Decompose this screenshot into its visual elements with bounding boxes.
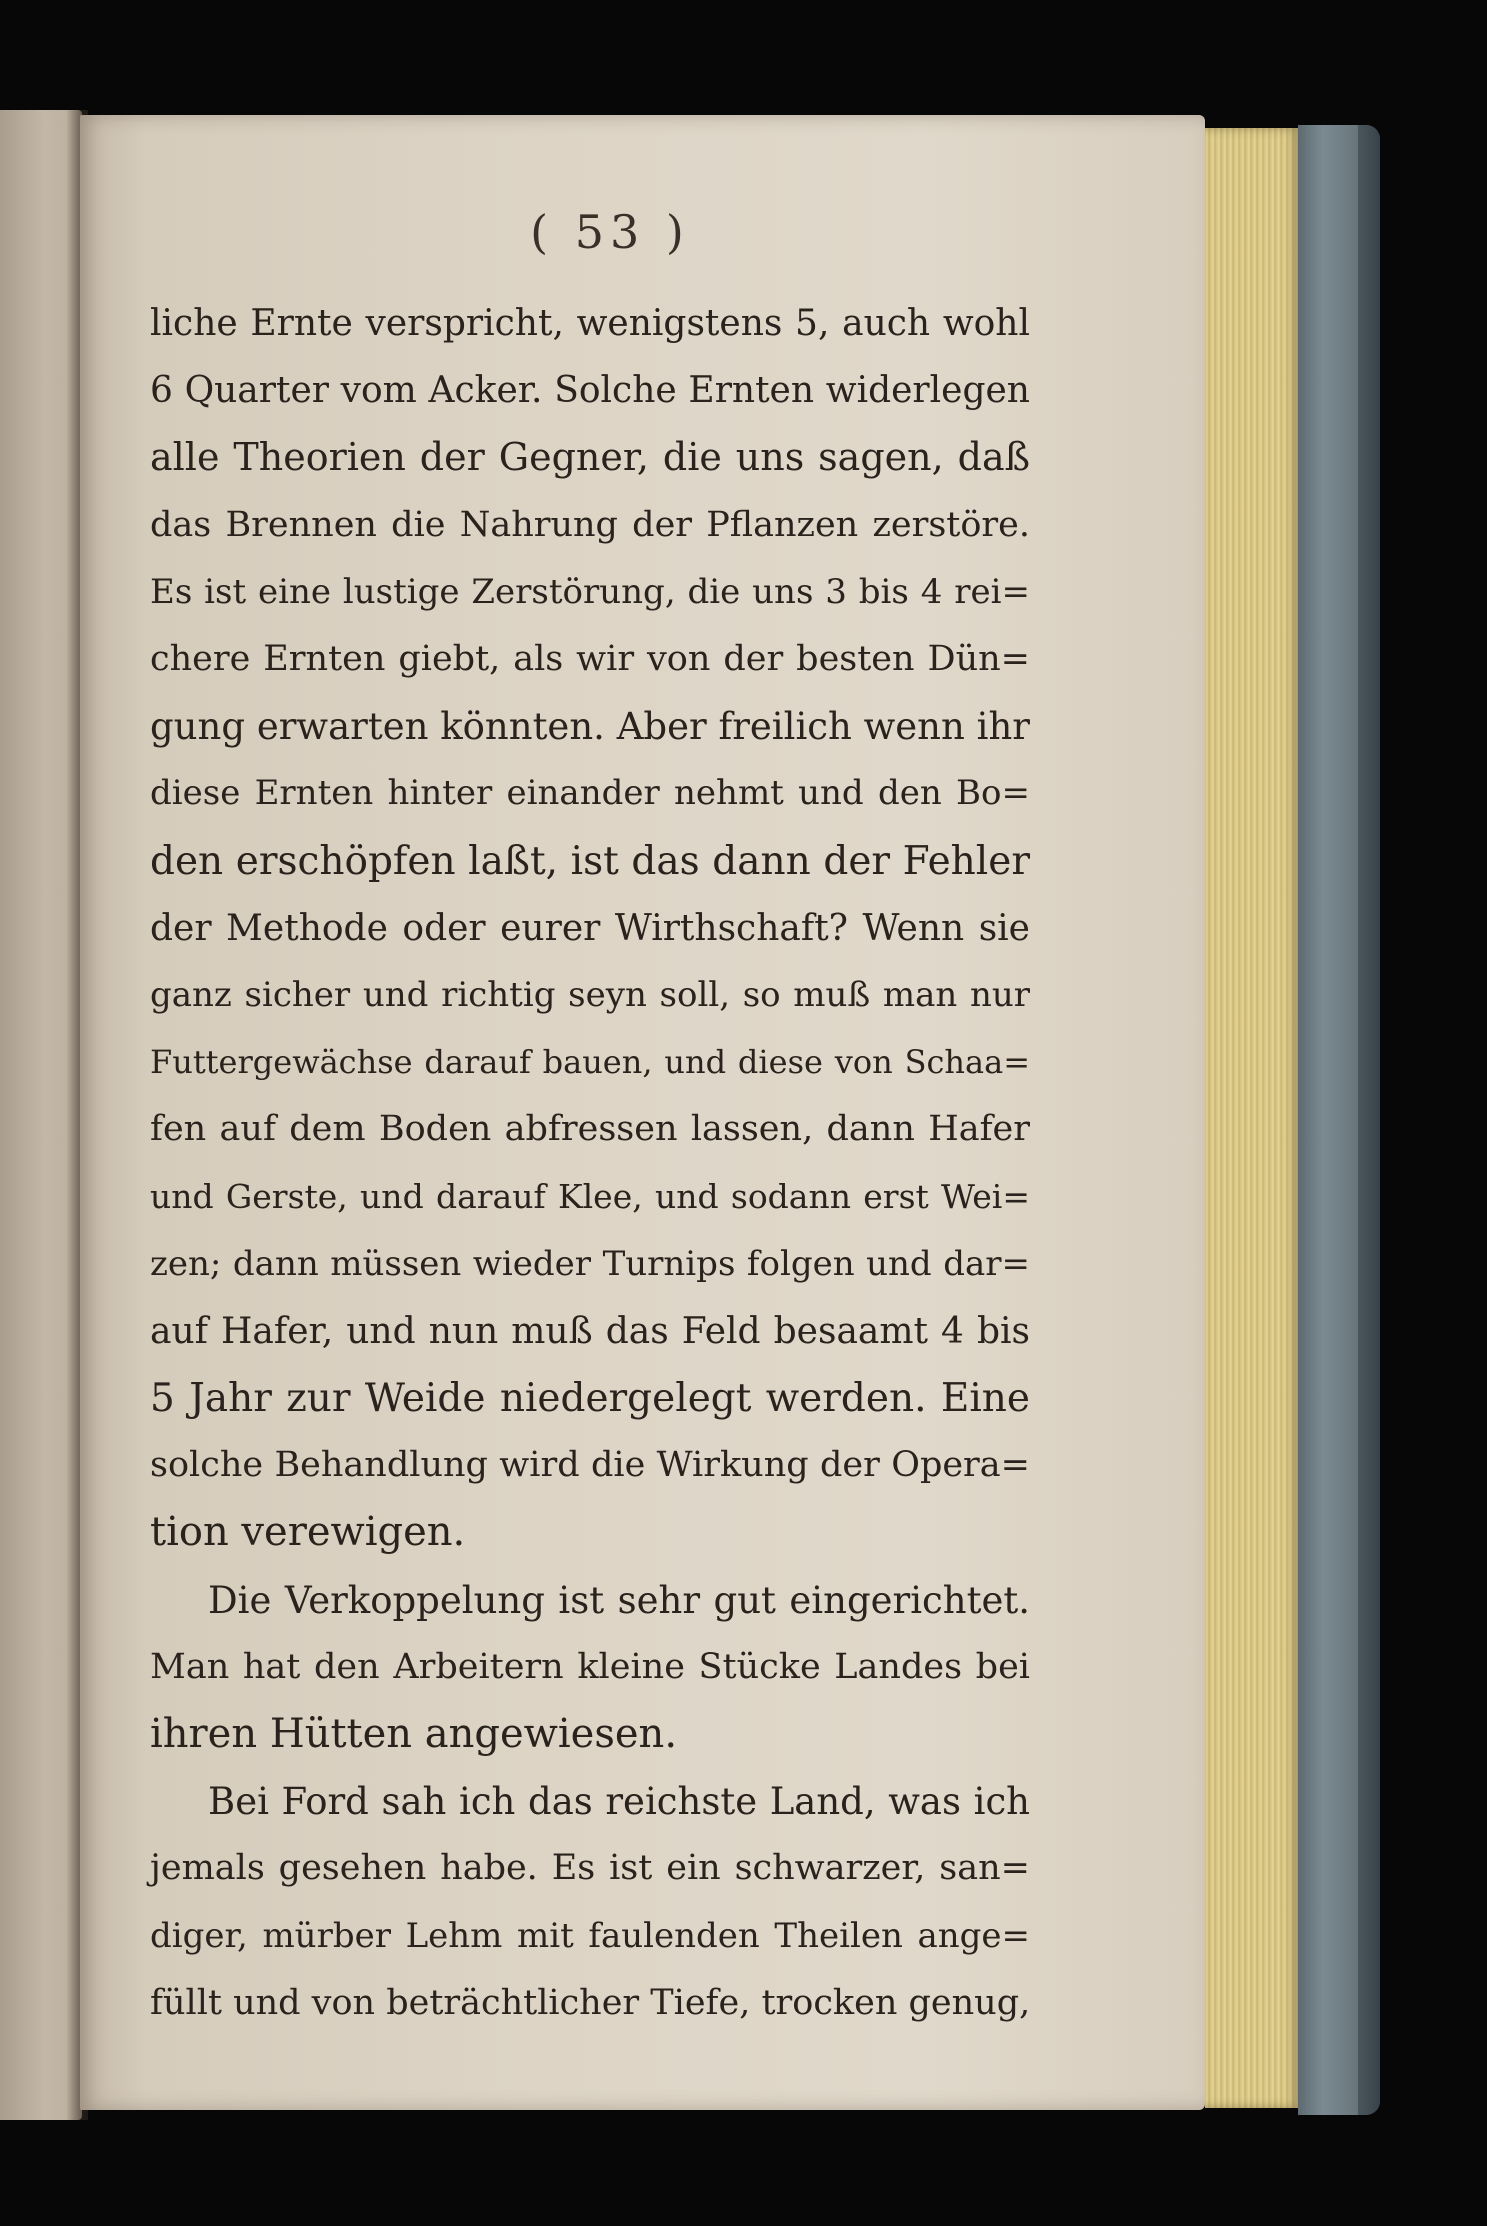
text-line: 5 Jahr zur Weide niedergelegt werden. Eine [150,1376,1030,1421]
text-line: Bei Ford sah ich das reichste Land, was ich [208,1780,1030,1824]
text-line: den erschöpfen laßt, ist das dann der Fehler [150,838,1030,884]
text-line: chere Ernten giebt, als wir von der besten Dün= [150,638,1030,679]
text-line: und Gerste, und darauf Klee, und sodann erst Wei= [150,1177,1030,1217]
page-block-edge [1205,128,1300,2108]
text-line: das Brennen die Nahrung der Pflanzen zerstöre. [150,504,1030,545]
text-line: alle Theorien der Gegner, die uns sagen, daß [150,435,1030,480]
text-line: liche Ernte verspricht, wenigstens 5, auch wohl [150,303,1030,344]
text-line: tion verewigen. [150,1509,466,1556]
text-line: ihren Hütten angewiesen. [150,1710,678,1757]
text-line: Futtergewächse darauf bauen, und diese von Schaa= [150,1043,1030,1082]
text-line: jemals gesehen habe. Es ist ein schwarzer, san= [150,1848,1030,1889]
text-line: diese Ernten hinter einander nehmt und den Bo= [150,773,1030,814]
text-line: auf Hafer, und nun muß das Feld besaamt 4 bis [150,1310,1030,1352]
page-number: ( 53 ) [530,205,690,259]
text-line: Man hat den Arbeitern kleine Stücke Landes bei [150,1646,1030,1687]
book-cover-edge [1298,125,1380,2115]
text-line: gung erwarten könnten. Aber freilich wenn ihr [150,705,1030,749]
text-line: ganz sicher und richtig seyn soll, so muß man nur [150,974,1030,1015]
text-line: diger, mürber Lehm mit faulenden Theilen ange= [150,1915,1030,1956]
text-line: der Methode oder eurer Wirthschaft? Wenn sie [150,907,1030,949]
text-line: 6 Quarter vom Acker. Solche Ernten widerlegen [150,370,1030,412]
text-line: füllt und von beträchtlicher Tiefe, trocken genug, [150,1982,1031,2023]
text-line: Es ist eine lustige Zerstörung, die uns 3 bis 4 rei= [150,571,1030,612]
text-line: zen; dann müssen wieder Turnips folgen und dar= [150,1243,1030,1284]
text-lines [150,290,1030,2037]
text-line: Die Verkoppelung ist sehr gut eingerichtet. [208,1578,1030,1622]
text-line: solche Behandlung wird die Wirkung der Opera= [150,1445,1030,1486]
text-line: fen auf dem Boden abfressen lassen, dann Hafer [150,1109,1030,1150]
